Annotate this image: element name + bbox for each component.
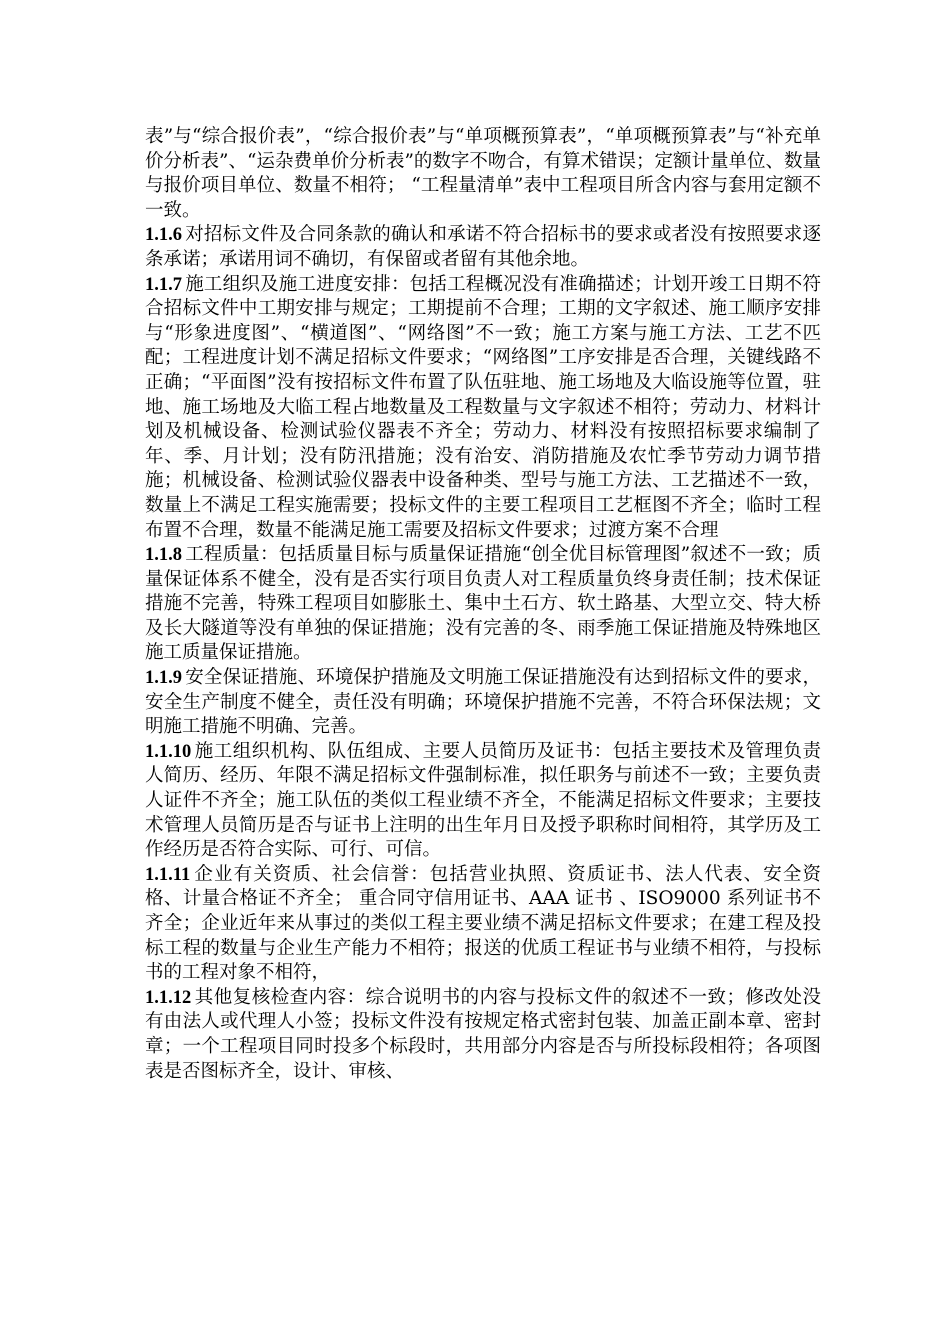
paragraph-text: 其他复核检查内容：综合说明书的内容与投标文件的叙述不一致；修改处没有由法人或代理人小签；投标文件没有按规定格式密封包装、加盖正副本章、密封章；一个工程项目同时投多个标段时，共用部分内容是否与所投标段相符；各项图表是否图标齐全，设计、审核、 [145,986,821,1082]
section-number: 1.1.7 [145,274,182,295]
section-number: 1.1.8 [145,545,182,566]
section-number: 1.1.11 [145,864,191,885]
paragraph-text: 安全保证措施、环境保护措施及文明施工保证措施没有达到招标文件的要求，安全生产制度不健全，责任没有明确；环境保护措施不完善，不符合环保法规；文明施工措施不明确、完善。 [145,667,821,738]
section-number: 1.1.9 [145,668,182,689]
section-number: 1.1.6 [145,225,182,246]
paragraph-text: 对招标文件及合同条款的确认和承诺不符合招标书的要求或者没有按照要求逐条承诺；承诺用词不确切，有保留或者留有其他余地。 [145,224,821,270]
paragraph-continuation [145,125,821,223]
paragraph-1-1-6 [145,223,821,272]
paragraph-1-1-7 [145,273,821,544]
paragraph-1-1-11 [145,863,821,986]
paragraph-text: 施工组织及施工进度安排：包括工程概况没有准确描述；计划开竣工日期不符合招标文件中工期安排与规定；工期提前不合理；工期的文字叙述、施工顺序安排与“形象进度图”、“横道图”、“网络图”不一致；施工方案与施工方法、工艺不匹配；工程进度计划不满足招标文件要求；“网络图”工序安排是否合理，关键线路不正确；“平面图”没有按招标文件布置了队伍驻地、施工场地及大临设施等位置，驻地、施工场地及大临工程占地数量及工程数量与文字叙述不相符；劳动力、材料计划及机械设备、检测试验仪器表不齐全；劳动力、材料没有按照招标要求编制了年、季、月计划；没有防汛措施；没有治安、消防措施及农忙季节劳动力调节措施；机械设备、检测试验仪器表中设备种类、型号与施工方法、工艺描述不一致，数量上不满足工程实施需要；投标文件的主要工程项目工艺框图不齐全；临时工程布置不合理，数量不能满足施工需要及招标文件要求；过渡方案不合理 [145,273,821,541]
document-body [145,125,821,1084]
paragraph-text: 表”与“综合报价表”，“综合报价表”与“单项概预算表”，“单项概预算表”与“补充单价分析表”、“运杂费单价分析表”的数字不吻合，有算术错误；定额计量单位、数量与报价项目单位、数量不相符； “工程量清单”表中工程项目所含内容与套用定额不一致。 [145,126,821,221]
paragraph-text: 工程质量：包括质量目标与质量保证措施“创全优目标管理图”叙述不一致；质量保证体系不健全，没有是否实行项目负责人对工程质量负终身责任制；技术保证措施不完善，特殊工程项目如膨胀土、集中土石方、软土路基、大型立交、特大桥及长大隧道等没有单独的保证措施；没有完善的冬、雨季施工保证措施及特殊地区施工质量保证措施。 [145,544,821,664]
paragraph-1-1-9 [145,666,821,740]
section-number: 1.1.12 [145,987,192,1008]
paragraph-1-1-12 [145,986,821,1084]
paragraph-text: 企业有关资质、社会信誉：包括营业执照、资质证书、法人代表、安全资格、计量合格证不齐全； 重合同守信用证书、AAA 证书 、ISO9000 系列证书不齐全；企业近年来从事过的类似工程主要业绩不满足招标文件要求；在建工程及投标工程的数量与企业生产能力不相符；报送的优质工程证书与业绩不相符，与投标书的工程对象不相符， [145,863,821,984]
section-number: 1.1.10 [145,741,192,762]
paragraph-text: 施工组织机构、队伍组成、主要人员简历及证书：包括主要技术及管理负责人简历、经历、年限不满足招标文件强制标准，拟任职务与前述不一致；主要负责人证件不齐全；施工队伍的类似工程业绩不齐全，不能满足招标文件要求；主要技术管理人员简历是否与证书上注明的出生年月日及授予职称时间相符，其学历及工作经历是否符合实际、可行、可信。 [145,740,821,861]
paragraph-1-1-8 [145,543,821,666]
paragraph-1-1-10 [145,740,821,863]
